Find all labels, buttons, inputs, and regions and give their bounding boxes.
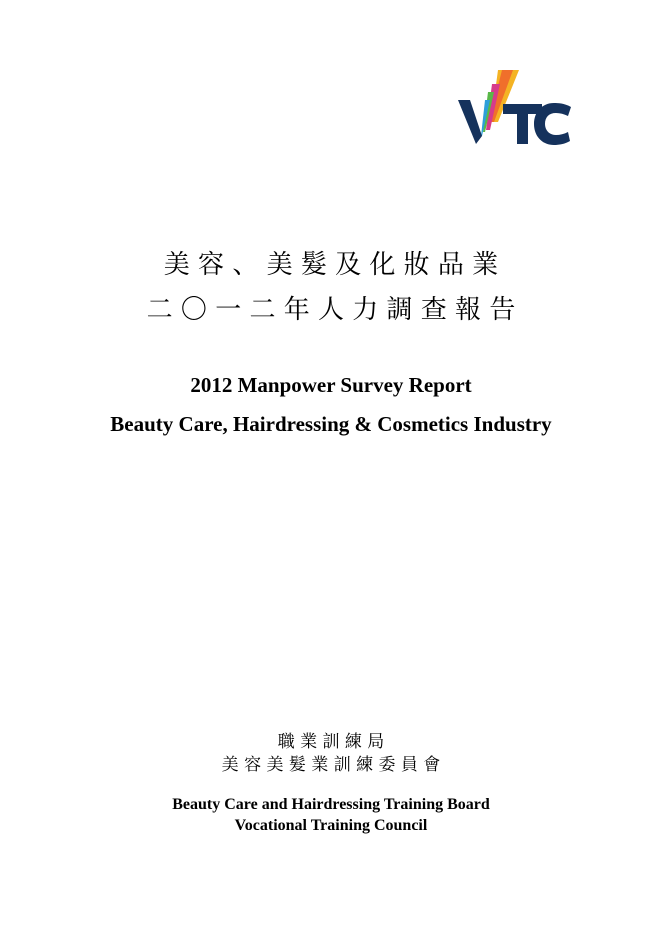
chinese-title-line-1: 美 容 、 美 髮 及 化 妝 品 業 — [163, 250, 499, 280]
chinese-council-name: 職 業 訓 練 局 — [277, 732, 385, 752]
english-industry-title: Beauty Care, Hairdressing & Cosmetics Industry — [110, 412, 552, 436]
chinese-board-name: 美 容 美 髮 業 訓 練 委 員 會 — [221, 755, 441, 775]
vtc-logo — [458, 70, 572, 146]
english-council-name: Vocational Training Council — [234, 817, 428, 834]
chinese-title-line-2: 二 〇 一 二 年 人 力 調 查 報 告 — [146, 295, 516, 325]
english-report-title: 2012 Manpower Survey Report — [190, 373, 472, 397]
english-board-name: Beauty Care and Hairdressing Training Board — [172, 796, 490, 813]
